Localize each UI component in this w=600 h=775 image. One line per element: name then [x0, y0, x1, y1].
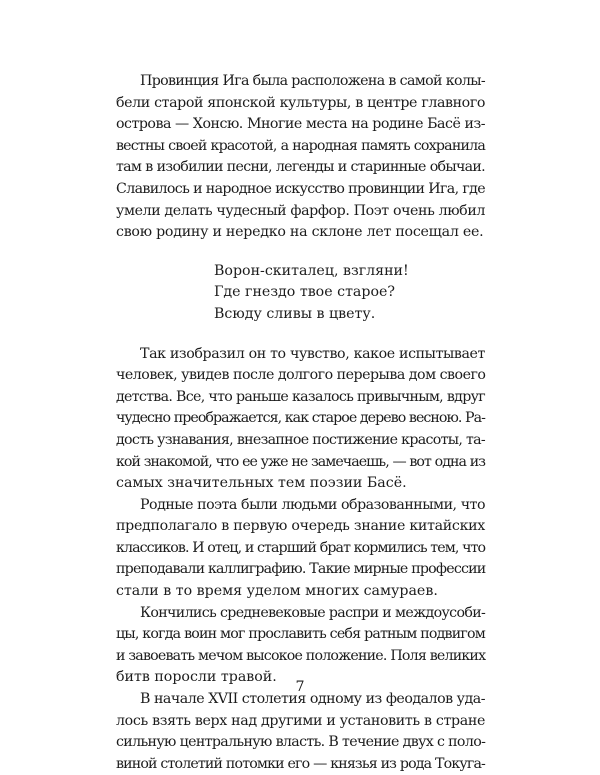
poem-line: Где гнездо твое старое?: [214, 284, 396, 301]
text-line: Родные поэта были людьми образованными, что: [140, 496, 485, 513]
text-line: чудесно преображается, как старое дерево весною. Ра-: [116, 410, 485, 427]
text-line: бели старой японской культуры, в центре главного: [116, 94, 485, 111]
text-line: дость узнавания, внезапное постижение красоты, та-: [116, 431, 485, 448]
text-line: битв поросли травой.: [116, 669, 277, 686]
paragraph-3: [116, 495, 485, 603]
text-line: предполагало в первую очередь знание китайских: [116, 518, 485, 535]
text-line: свою родину и нередко на склоне лет посещал ее.: [116, 224, 484, 241]
poem-line: Всюду сливы в цвету.: [214, 305, 376, 322]
text-line: лось взять верх над другими и установить в стране: [116, 712, 485, 729]
text-line: цы, когда воин мог прославить себя ратным подвигом: [116, 626, 485, 643]
spacer: [116, 244, 485, 261]
text-line: Кончились средневековые распри и междоусоби-: [140, 604, 486, 621]
spacer: [116, 326, 485, 344]
text-line: В начале XVII столетия одному из феодалов уда-: [140, 691, 485, 708]
page-number: 7: [295, 679, 305, 695]
haiku-poem: [214, 261, 485, 326]
paragraph-2: [116, 344, 485, 495]
text-line: классиков. И отец, и старший брат кормились тем, что: [116, 539, 486, 556]
text-line: кой знакомой, что ее уже не замечаешь, — вот одна из: [116, 453, 485, 470]
text-line: острова — Хонсю. Многие места на родине Басё из-: [116, 116, 485, 133]
text-line: и завоевать мечом высокое положение. Поля великих: [116, 647, 486, 664]
text-line: детства. Все, что раньше казалось привычным, вдруг: [116, 388, 485, 405]
paragraph-1: [116, 71, 485, 244]
text-line: там в изобилии песни, легенды и старинные обычаи.: [116, 159, 485, 176]
text-line: Провинция Ига была расположена в самой колы-: [140, 73, 485, 89]
text-line: самых значительных тем поэзии Басё.: [116, 475, 407, 492]
text-line: преподавали каллиграфию. Такие мирные профессии: [116, 561, 486, 578]
text-line: стали в то время уделом многих самураев.: [116, 583, 438, 600]
paragraph-5: [116, 689, 485, 775]
text-line: виной столетий потомки его — князья из рода Токуга-: [116, 755, 485, 772]
text-line: человек, увидев после долгого перерыва дом своего: [116, 367, 486, 384]
text-line: Славилось и народное искусство провинции Ига, где: [116, 180, 485, 197]
poem-line: Ворон-скиталец, взгляни!: [214, 262, 409, 279]
text-line: вестны своей красотой, а народная память сохранила: [116, 137, 485, 154]
text-line: умели делать чудесный фарфор. Поэт очень любил: [116, 202, 485, 219]
text-line: Так изобразил он то чувство, какое испытывает: [140, 345, 485, 362]
text-line: сильную центральную власть. В течение двух с поло-: [116, 734, 486, 751]
page-body: [116, 71, 485, 775]
